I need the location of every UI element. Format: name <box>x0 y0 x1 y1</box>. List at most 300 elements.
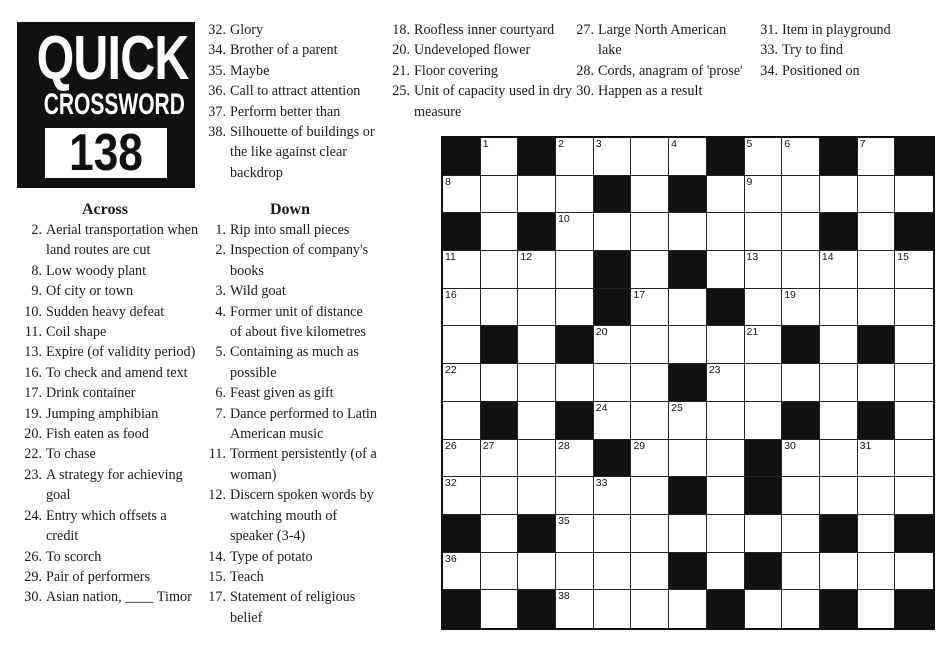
grid-cell[interactable] <box>481 364 519 402</box>
grid-cell[interactable] <box>594 515 632 553</box>
grid-cell[interactable] <box>895 289 933 327</box>
grid-cell[interactable] <box>820 402 858 440</box>
clue-text: Large North American lake <box>598 22 727 59</box>
clue-text: A strategy for achieving goal <box>46 466 183 504</box>
clue-number: 20. <box>24 426 42 443</box>
clue-item <box>198 40 383 60</box>
cell-number: 30 <box>784 439 796 452</box>
clue-text: Containing as much as possible <box>230 344 359 381</box>
clue-text: To check and amend text <box>46 364 188 381</box>
clue-number: 33. <box>760 42 778 59</box>
grid-cell[interactable] <box>745 138 783 176</box>
clue-text: Positioned on <box>782 62 860 79</box>
clue-number: 18. <box>392 22 410 38</box>
grid-cell[interactable] <box>782 590 820 628</box>
grid-cell[interactable] <box>443 176 481 214</box>
grid-cell[interactable] <box>782 364 820 402</box>
clue-item <box>750 20 935 40</box>
clue-item <box>382 61 572 81</box>
grid-cell[interactable] <box>631 289 669 327</box>
clue-item <box>14 363 202 383</box>
grid-cell[interactable] <box>707 515 745 553</box>
grid-cell[interactable] <box>443 553 481 591</box>
clue-item <box>382 20 572 40</box>
grid-cell[interactable] <box>707 477 745 515</box>
grid-cell[interactable] <box>895 553 933 591</box>
grid-cell[interactable] <box>820 440 858 478</box>
cell-number: 9 <box>746 175 753 188</box>
grid-cell[interactable] <box>745 326 783 364</box>
grid-cell[interactable] <box>820 477 858 515</box>
grid-cell[interactable] <box>707 326 745 364</box>
grid-cell-black <box>858 402 896 440</box>
grid-cell-black <box>745 440 783 478</box>
clue-item <box>382 81 572 122</box>
down-clues-column-3 <box>566 20 751 102</box>
grid-cell[interactable] <box>782 251 820 289</box>
clue-text: Cords, anagram of 'prose' <box>598 62 743 79</box>
clue-item <box>198 567 378 587</box>
grid-cell-black <box>518 590 556 628</box>
clue-number: 32. <box>208 22 226 38</box>
grid-cell[interactable] <box>556 440 594 478</box>
grid-cell-black <box>594 176 632 214</box>
cell-number: 38 <box>558 590 570 603</box>
grid-cell[interactable] <box>481 213 519 251</box>
clue-number: 30. <box>576 83 594 100</box>
clue-number: 37. <box>208 103 226 120</box>
grid-cell[interactable] <box>820 251 858 289</box>
clue-item <box>14 342 202 362</box>
clue-item <box>198 102 383 122</box>
clue-number: 7. <box>215 405 226 422</box>
grid-cell[interactable] <box>707 553 745 591</box>
clue-text: Asian nation, ____ Timor <box>46 589 192 606</box>
grid-cell[interactable] <box>631 138 669 176</box>
grid-cell[interactable] <box>594 402 632 440</box>
grid-cell[interactable] <box>782 477 820 515</box>
clue-item <box>198 547 378 567</box>
grid-cell-black <box>895 213 933 251</box>
clue-text: Statement of religious belief <box>230 589 356 626</box>
grid-cell[interactable] <box>782 176 820 214</box>
grid-cell-black <box>820 590 858 628</box>
grid-cell[interactable] <box>707 402 745 440</box>
cell-number: 34 <box>746 477 759 490</box>
clue-number: 23. <box>24 466 42 483</box>
clue-number: 25. <box>392 83 410 100</box>
clue-item <box>14 444 202 464</box>
grid-cell[interactable] <box>631 590 669 628</box>
grid-cell[interactable] <box>858 590 896 628</box>
clue-item <box>198 485 378 546</box>
grid-cell[interactable] <box>594 364 632 402</box>
grid-cell[interactable] <box>556 364 594 402</box>
grid-cell[interactable] <box>782 138 820 176</box>
cell-number: 33 <box>595 477 608 490</box>
grid-cell[interactable] <box>443 326 481 364</box>
grid-cell[interactable] <box>594 590 632 628</box>
clue-number: 16. <box>24 364 42 381</box>
grid-cell[interactable] <box>481 477 519 515</box>
grid-cell[interactable] <box>443 477 481 515</box>
grid-cell-black <box>518 213 556 251</box>
grid-cell[interactable] <box>518 553 556 591</box>
cell-number: 31 <box>859 439 872 452</box>
grid-cell[interactable] <box>631 326 669 364</box>
grid-cell[interactable] <box>631 251 669 289</box>
clue-text: Glory <box>230 22 264 38</box>
clue-text: Low woody plant <box>46 262 147 279</box>
grid-cell[interactable] <box>518 289 556 327</box>
grid-cell[interactable] <box>443 402 481 440</box>
grid-cell[interactable] <box>745 289 783 327</box>
clue-text: Type of potato <box>230 548 313 565</box>
clue-number: 19. <box>24 405 42 422</box>
clue-text: Discern spoken words by watching mouth of speaker (3-4) <box>230 487 374 545</box>
grid-cell[interactable] <box>594 326 632 364</box>
grid-cell[interactable] <box>820 289 858 327</box>
clue-text: Coil shape <box>46 324 107 341</box>
clue-number: 12. <box>208 487 226 504</box>
clue-number: 11. <box>208 446 226 463</box>
grid-cell[interactable] <box>518 176 556 214</box>
clue-item <box>198 220 378 240</box>
grid-cell[interactable] <box>481 590 519 628</box>
grid-cell[interactable] <box>631 402 669 440</box>
clue-text: Sudden heavy defeat <box>46 303 165 320</box>
grid-cell[interactable] <box>481 138 519 176</box>
clue-number: 26. <box>24 548 42 565</box>
clue-text: Call to attract attention <box>230 83 361 100</box>
clue-item <box>14 404 202 424</box>
grid-cell[interactable] <box>745 364 783 402</box>
clue-item <box>198 281 378 301</box>
grid-cell-black <box>820 213 858 251</box>
clue-number: 11. <box>24 324 42 341</box>
grid-cell-black <box>443 590 481 628</box>
grid-cell[interactable] <box>858 289 896 327</box>
grid-cell-black <box>481 402 519 440</box>
grid-cell[interactable] <box>669 440 707 478</box>
grid-cell[interactable] <box>518 251 556 289</box>
grid-cell[interactable] <box>669 138 707 176</box>
grid-cell[interactable] <box>782 440 820 478</box>
cell-number: 13 <box>746 251 759 264</box>
clue-text: Expire (of validity period) <box>46 344 196 361</box>
across-clues-column-1 <box>14 220 202 608</box>
grid-cell[interactable] <box>858 440 896 478</box>
grid-cell[interactable] <box>556 477 594 515</box>
clue-text: Feast given as gift <box>230 385 334 402</box>
grid-cell-black <box>782 326 820 364</box>
grid-cell-black <box>669 176 707 214</box>
clue-text: Aerial transportation when land routes are cut <box>46 222 199 259</box>
crossword-grid <box>441 136 935 630</box>
grid-cell-black <box>820 138 858 176</box>
clue-number: 3. <box>215 283 226 300</box>
clue-number: 17. <box>24 385 42 402</box>
grid-cell[interactable] <box>631 213 669 251</box>
cell-number: 3 <box>595 138 602 150</box>
clue-number: 14. <box>208 548 226 565</box>
grid-cell[interactable] <box>631 515 669 553</box>
grid-cell-black <box>481 326 519 364</box>
grid-cell-black <box>895 515 933 553</box>
grid-cell[interactable] <box>556 553 594 591</box>
cell-number: 16 <box>445 288 457 301</box>
clue-number: 29. <box>24 568 42 585</box>
cell-number: 21 <box>746 326 759 339</box>
clue-number: 34. <box>760 62 778 79</box>
grid-cell[interactable] <box>895 176 933 214</box>
clue-text: Wild goat <box>230 283 286 300</box>
cell-number: 22 <box>445 364 457 377</box>
clue-item <box>198 20 383 40</box>
down-clues-column-1 <box>198 220 378 628</box>
clue-text: Inspection of company's books <box>230 242 369 279</box>
grid-cell[interactable] <box>443 364 481 402</box>
grid-cell[interactable] <box>518 402 556 440</box>
cell-number: 6 <box>784 138 791 150</box>
cell-number: 15 <box>897 251 909 264</box>
clue-text: Silhouette of buildings or the like against clear backdrop <box>230 124 375 181</box>
cell-number: 26 <box>445 439 457 452</box>
clue-item <box>14 506 202 547</box>
clue-text: Pair of performers <box>46 568 151 585</box>
clue-text: Unit of capacity used in dry measure <box>414 83 572 120</box>
clue-item <box>198 122 383 183</box>
clue-number: 2. <box>215 242 226 259</box>
clue-number: 31. <box>760 22 778 38</box>
grid-cell-black <box>895 138 933 176</box>
grid-cell[interactable] <box>556 590 594 628</box>
grid-cell[interactable] <box>556 138 594 176</box>
grid-cell[interactable] <box>594 213 632 251</box>
grid-cell[interactable] <box>895 440 933 478</box>
clue-text: Perform better than <box>230 103 341 120</box>
grid-cell[interactable] <box>669 213 707 251</box>
grid-cell[interactable] <box>669 326 707 364</box>
grid-cell-black <box>556 326 594 364</box>
clue-item <box>750 40 935 60</box>
grid-cell[interactable] <box>631 440 669 478</box>
clue-text: Undeveloped flower <box>414 42 531 59</box>
clue-number: 35. <box>208 62 226 79</box>
clue-number: 36. <box>208 83 226 100</box>
grid-cell[interactable] <box>707 213 745 251</box>
grid-cell[interactable] <box>745 251 783 289</box>
grid-cell[interactable] <box>745 213 783 251</box>
clue-text: Floor covering <box>414 62 498 79</box>
grid-cell[interactable] <box>895 402 933 440</box>
grid-cell[interactable] <box>481 176 519 214</box>
grid-cell-black <box>443 515 481 553</box>
grid-cell[interactable] <box>782 553 820 591</box>
grid-cell[interactable] <box>820 553 858 591</box>
clue-item <box>198 404 378 445</box>
clue-text: Drink container <box>46 385 136 402</box>
grid-cell[interactable] <box>858 364 896 402</box>
grid-cell[interactable] <box>518 440 556 478</box>
grid-cell[interactable] <box>631 364 669 402</box>
clue-number: 34. <box>208 42 226 59</box>
clue-item <box>198 240 378 281</box>
grid-cell[interactable] <box>745 590 783 628</box>
grid-cell[interactable] <box>594 138 632 176</box>
down-clues-column-2 <box>382 20 572 122</box>
clue-item <box>14 281 202 301</box>
grid-cell[interactable] <box>669 402 707 440</box>
clue-number: 9. <box>31 283 42 300</box>
grid-cell[interactable] <box>895 251 933 289</box>
clue-number: 15. <box>208 568 226 585</box>
grid-cell[interactable] <box>556 515 594 553</box>
clue-item <box>198 383 378 403</box>
cell-number: 24 <box>595 401 608 414</box>
grid-cell[interactable] <box>669 515 707 553</box>
grid-cell[interactable] <box>669 289 707 327</box>
grid-cell[interactable] <box>707 364 745 402</box>
clue-item <box>198 81 383 101</box>
grid-cell[interactable] <box>707 440 745 478</box>
grid-cell[interactable] <box>895 477 933 515</box>
grid-cell[interactable] <box>669 590 707 628</box>
grid-cell[interactable] <box>518 477 556 515</box>
clue-item <box>14 261 202 281</box>
clue-text: Brother of a parent <box>230 42 338 59</box>
grid-cell[interactable] <box>858 138 896 176</box>
clue-text: Rip into small pieces <box>230 222 350 238</box>
grid-cell[interactable] <box>518 364 556 402</box>
clue-item <box>198 587 378 628</box>
grid-cell[interactable] <box>443 289 481 327</box>
grid-cell[interactable] <box>556 251 594 289</box>
cell-number: 7 <box>859 138 866 150</box>
cell-number: 36 <box>445 552 457 565</box>
clue-number: 4. <box>215 303 226 320</box>
clue-text: Maybe <box>230 62 270 79</box>
clue-number: 38. <box>208 124 226 141</box>
grid-cell[interactable] <box>858 213 896 251</box>
grid-cell[interactable] <box>858 176 896 214</box>
clue-item <box>198 444 378 485</box>
clue-text: Happen as a result <box>598 83 703 100</box>
clue-item <box>14 567 202 587</box>
grid-cell[interactable] <box>594 477 632 515</box>
clue-item <box>750 61 935 81</box>
grid-cell[interactable] <box>820 176 858 214</box>
grid-cell[interactable] <box>745 402 783 440</box>
clue-number: 20. <box>392 42 410 59</box>
clue-number: 30. <box>24 589 42 606</box>
grid-cell[interactable] <box>820 326 858 364</box>
grid-cell[interactable] <box>556 176 594 214</box>
grid-cell[interactable] <box>631 553 669 591</box>
grid-cell[interactable] <box>858 251 896 289</box>
cell-number: 17 <box>633 288 646 301</box>
clue-number: 13. <box>24 344 42 361</box>
clue-text: Item in playground <box>782 22 891 38</box>
cell-number: 8 <box>445 175 451 188</box>
title-quick: QUICK <box>36 24 189 93</box>
cell-number: 5 <box>746 138 753 150</box>
cell-number: 18 <box>708 288 721 301</box>
grid-cell[interactable] <box>782 213 820 251</box>
clue-item <box>14 383 202 403</box>
grid-cell[interactable] <box>858 553 896 591</box>
crossword-title-block <box>17 22 195 188</box>
grid-cell[interactable] <box>556 289 594 327</box>
cell-number: 10 <box>558 213 570 226</box>
grid-cell[interactable] <box>858 477 896 515</box>
clue-text: To scorch <box>46 548 102 565</box>
cell-number: 20 <box>595 326 608 339</box>
grid-cell[interactable] <box>594 553 632 591</box>
cell-number: 12 <box>520 251 533 264</box>
cell-number: 14 <box>821 251 834 264</box>
grid-cell[interactable] <box>745 176 783 214</box>
clue-text: Teach <box>230 568 264 585</box>
grid-cell[interactable] <box>820 364 858 402</box>
grid-cell[interactable] <box>481 515 519 553</box>
cell-number: 2 <box>558 138 564 150</box>
clue-item <box>198 342 378 383</box>
grid-cell-black <box>669 477 707 515</box>
grid-cell[interactable] <box>631 176 669 214</box>
clue-item <box>14 465 202 506</box>
grid-cell[interactable] <box>858 515 896 553</box>
clue-number: 2. <box>31 222 42 238</box>
grid-cell[interactable] <box>895 326 933 364</box>
grid-cell[interactable] <box>556 213 594 251</box>
cell-number: 29 <box>633 439 646 452</box>
clue-number: 1. <box>215 222 226 238</box>
grid-cell-black <box>895 590 933 628</box>
grid-cell[interactable] <box>745 515 783 553</box>
grid-cell[interactable] <box>518 326 556 364</box>
grid-cell[interactable] <box>481 251 519 289</box>
grid-cell[interactable] <box>481 440 519 478</box>
clue-text: To chase <box>46 446 96 463</box>
grid-cell[interactable] <box>443 440 481 478</box>
grid-cell-black <box>443 213 481 251</box>
grid-cell-black <box>707 590 745 628</box>
clue-text: Try to find <box>782 42 843 59</box>
cell-number: 19 <box>784 288 796 301</box>
grid-cell[interactable] <box>481 289 519 327</box>
clue-item <box>14 322 202 342</box>
grid-cell[interactable] <box>707 251 745 289</box>
cell-number: 25 <box>671 401 683 414</box>
grid-cell[interactable] <box>631 477 669 515</box>
grid-cell-black <box>594 289 632 327</box>
clue-number: 27. <box>576 22 594 38</box>
grid-cell[interactable] <box>782 515 820 553</box>
grid-cell-black <box>669 553 707 591</box>
cell-number: 1 <box>482 138 489 150</box>
grid-cell[interactable] <box>895 364 933 402</box>
grid-cell[interactable] <box>443 251 481 289</box>
clue-number: 8. <box>31 262 42 279</box>
grid-cell-black <box>518 138 556 176</box>
grid-cell[interactable] <box>782 289 820 327</box>
clue-number: 28. <box>576 62 594 79</box>
grid-cell[interactable] <box>707 176 745 214</box>
grid-cell[interactable] <box>481 553 519 591</box>
title-crossword: CROSSWORD <box>43 88 185 121</box>
across-clues-column-2 <box>198 20 383 183</box>
